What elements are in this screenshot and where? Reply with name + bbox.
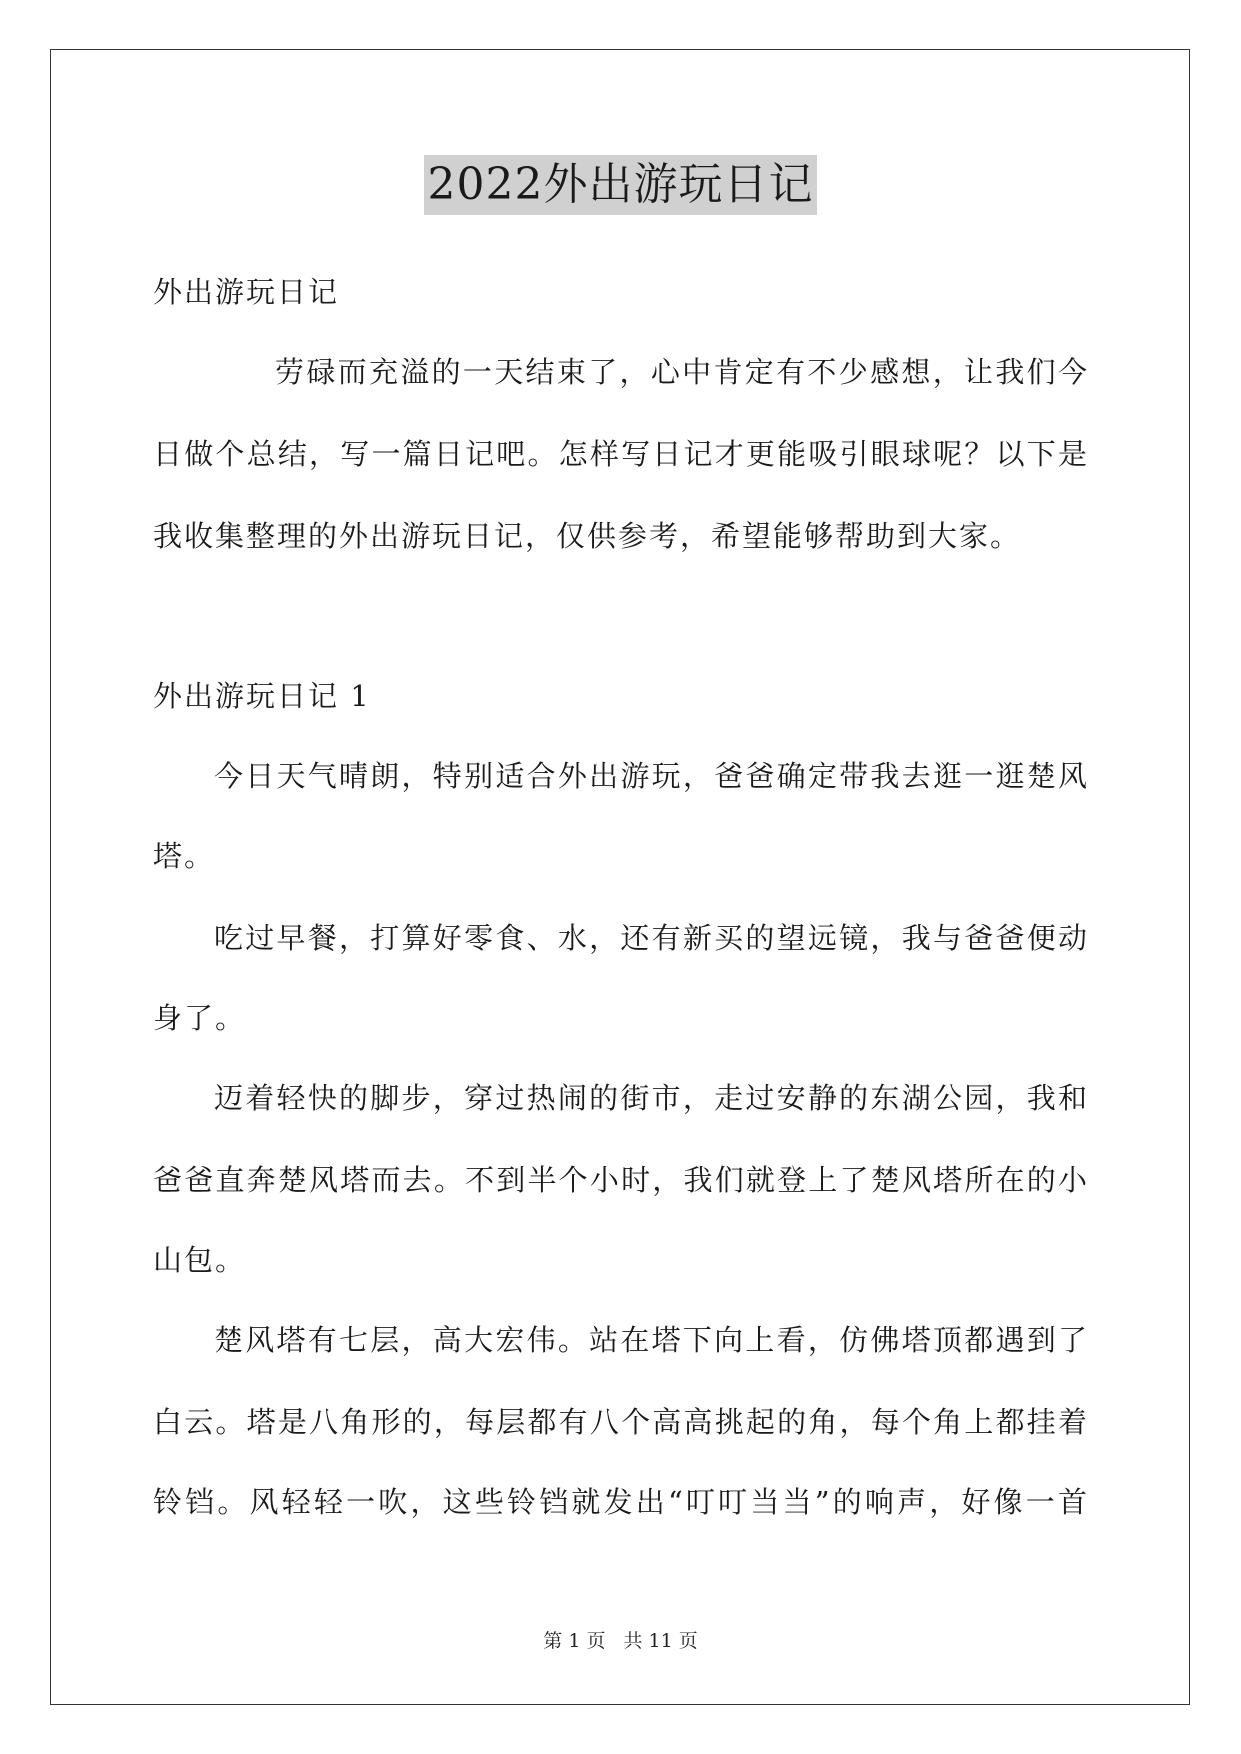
paragraph-line: 爸爸直奔楚风塔而去。不到半个小时，我们就登上了楚风塔所在的小 — [153, 1163, 1089, 1197]
paragraph-line: 劳碌而充溢的一天结束了，心中肯定有不少感想，让我们今 — [275, 355, 1089, 389]
paragraph-line: 迈着轻快的脚步，穿过热闹的街市，走过安静的东湖公园，我和 — [214, 1081, 1089, 1115]
paragraph-line: 铃铛。风轻轻一吹，这些铃铛就发出“叮叮当当”的响声，好像一首 — [153, 1485, 1089, 1519]
paragraph-line: 今日天气晴朗，特别适合外出游玩，爸爸确定带我去逛一逛楚风 — [214, 759, 1089, 793]
section-heading: 外出游玩日记 1 — [153, 679, 371, 713]
document-title-text: 2022外出游玩日记 — [424, 155, 818, 215]
section-heading: 外出游玩日记 — [153, 275, 340, 309]
paragraph-line: 塔。 — [153, 839, 216, 873]
paragraph-line: 吃过早餐，打算好零食、水，还有新买的望远镜，我与爸爸便动 — [214, 921, 1089, 955]
page-footer — [0, 1628, 1241, 1654]
paragraph-line: 白云。塔是八角形的，每层都有八个高高挑起的角，每个角上都挂着 — [153, 1405, 1089, 1439]
paragraph-line: 山包。 — [153, 1243, 247, 1277]
paragraph-line: 我收集整理的外出游玩日记，仅供参考，希望能够帮助到大家。 — [153, 519, 1022, 553]
page-total: 共 11 页 — [623, 1630, 698, 1652]
page-number: 第 1 页 — [543, 1630, 606, 1652]
paragraph-line: 楚风塔有七层，高大宏伟。站在塔下向上看，仿佛塔顶都遇到了 — [214, 1323, 1089, 1357]
paragraph-line: 日做个总结，写一篇日记吧。怎样写日记才更能吸引眼球呢？以下是 — [153, 437, 1089, 471]
paragraph-line: 身了。 — [153, 1001, 247, 1035]
document-title — [0, 155, 1241, 215]
